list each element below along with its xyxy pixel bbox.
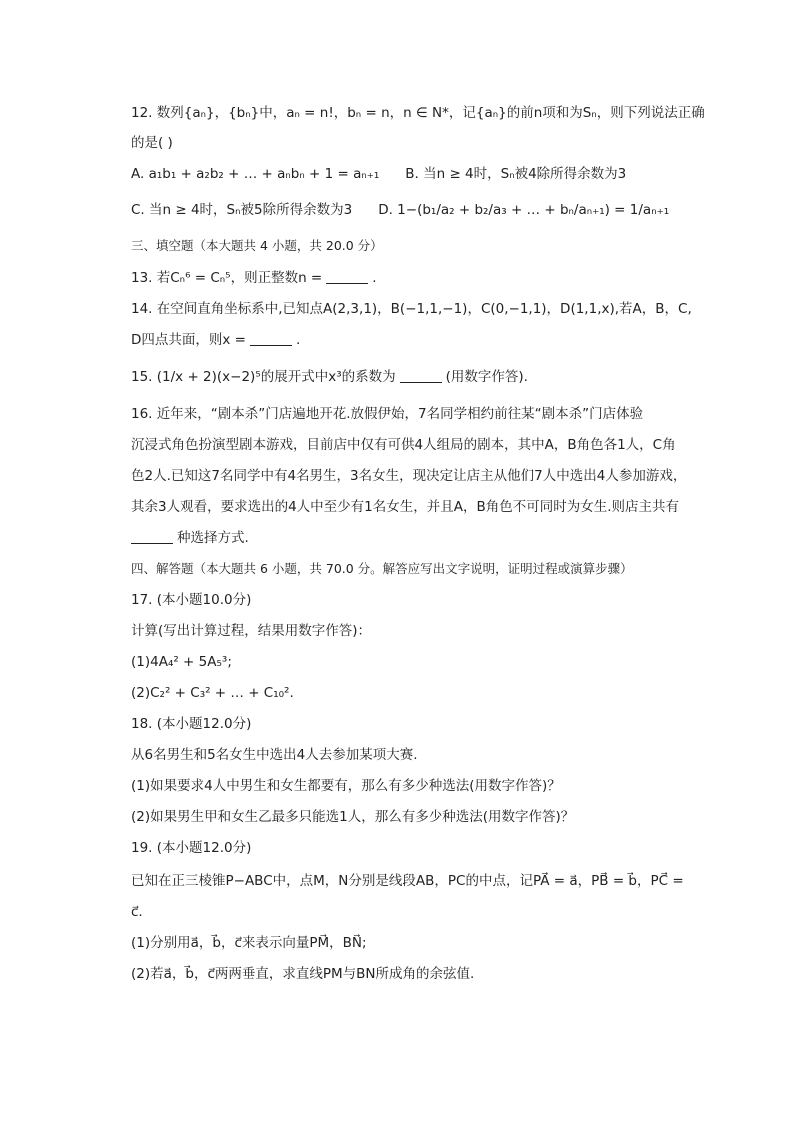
answer-blank — [131, 529, 173, 544]
q19-line-1: 已知在正三棱锥P−ABC中，点M，N分别是线段AB，PC的中点，记PA⃗ = a⃗，PB⃗ = b⃗，PC⃗ = — [131, 873, 684, 889]
q19-heading: 19. (本小题12.0分) — [131, 840, 252, 856]
q19-part-2: (2)若a⃗，b⃗，c⃗两两垂直，求直线PM与BN所成角的余弦值. — [131, 966, 475, 982]
answer-blank — [250, 331, 292, 346]
q16-line-3: 色2人.已知这7名同学中有4名男生，3名女生，现决定让店主从他们7人中选出4人参加游戏， — [131, 468, 687, 484]
q12-line-1: 12. 数列{aₙ}，{bₙ}中，aₙ = n!，bₙ = n，n ∈ N*，记{aₙ}的前n项和为Sₙ，则下列说法正确 — [131, 105, 705, 121]
q17-line-1: 计算(写出计算过程，结果用数字作答)： — [131, 623, 372, 639]
q12-option-c: C. 当n ≥ 4时，Sₙ被5除所得余数为3 — [131, 202, 353, 218]
q12-options-ab — [131, 164, 626, 184]
q15-line: 15. (1/x + 2)(x−2)⁵的展开式中x³的系数为 (用数字作答). — [131, 369, 528, 385]
q14-line-2: D四点共面，则x = . — [131, 332, 301, 348]
q16-line-4: 其余3人观看，要求选出的4人中至少有1名女生，并且A，B角色不可同时为女生.则店主共有 — [131, 499, 680, 515]
section-heading-answer: 四、解答题（本大题共 6 小题，共 70.0 分。解答应写出文字说明，证明过程或演算步骤） — [131, 561, 633, 576]
q16-line-5: 种选择方式. — [131, 528, 249, 548]
q18-part-2: (2)如果男生甲和女生乙最多只能选1人，那么有多少种选法(用数字作答)？ — [131, 809, 575, 825]
q19-line-2: c⃗. — [131, 904, 143, 920]
q12-line-2: 的是( ) — [131, 135, 173, 151]
answer-blank — [326, 269, 368, 284]
q12-options-cd — [131, 200, 669, 220]
q16-line-1: 16. 近年来，“剧本杀”门店遍地开花.放假伊始，7名同学相约前往某“剧本杀”门店体验 — [131, 406, 644, 422]
q17-part-2: (2)C₂² + C₃² + … + C₁₀². — [131, 685, 294, 701]
q12-option-a: A. a₁b₁ + a₂b₂ + … + aₙbₙ + 1 = aₙ₊₁ — [131, 166, 380, 182]
q17-part-1: (1)4A₄² + 5A₅³; — [131, 654, 232, 670]
q19-part-1: (1)分别用a⃗，b⃗，c⃗来表示向量PM⃗，BN⃗; — [131, 935, 367, 951]
q17-heading: 17. (本小题10.0分) — [131, 592, 252, 608]
q14-line-1: 14. 在空间直角坐标系中,已知点A(2,3,1)，B(−1,1,−1)，C(0,−1,1)，D(1,1,x),若A，B，C, — [131, 301, 692, 317]
q18-part-1: (1)如果要求4人中男生和女生都要有，那么有多少种选法(用数字作答)？ — [131, 778, 561, 794]
q18-line-1: 从6名男生和5名女生中选出4人去参加某项大赛. — [131, 747, 418, 763]
q13-line: 13. 若Cₙ⁶ = Cₙ⁵，则正整数n = . — [131, 270, 377, 286]
section-heading-fill-blank: 三、填空题（本大题共 4 小题，共 20.0 分） — [131, 238, 383, 253]
q18-heading: 18. (本小题12.0分) — [131, 716, 252, 732]
q16-line-2: 沉浸式角色扮演型剧本游戏，目前店中仅有可供4人组局的剧本，其中A，B角色各1人，C角 — [131, 437, 676, 453]
answer-blank — [400, 368, 442, 383]
q12-option-b: B. 当n ≥ 4时，Sₙ被4除所得余数为3 — [405, 166, 627, 182]
q12-option-d: D. 1−(b₁/a₂ + b₂/a₃ + … + bₙ/aₙ₊₁) = 1/aₙ₊₁ — [378, 202, 670, 218]
